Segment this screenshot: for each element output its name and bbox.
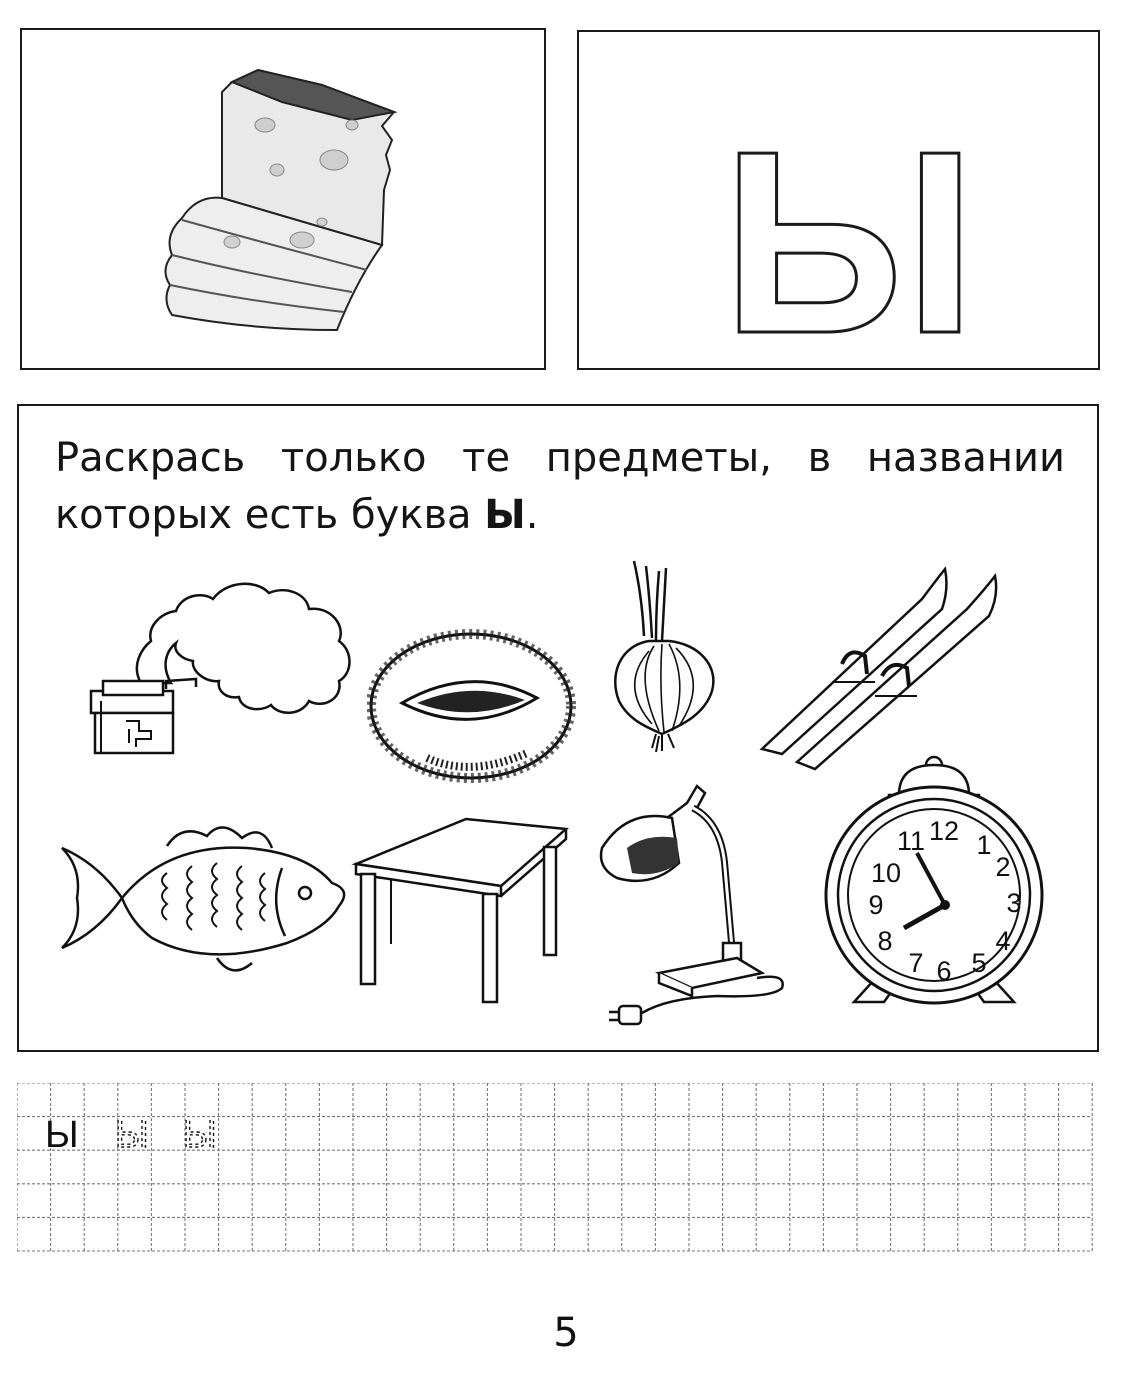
ski-right xyxy=(797,576,996,769)
clock-number-5: 5 xyxy=(971,948,987,978)
table-picture[interactable] xyxy=(351,814,571,1004)
lamp-picture[interactable] xyxy=(597,778,797,1030)
clock-number-8: 8 xyxy=(877,926,893,956)
page-number: 5 xyxy=(553,1310,579,1356)
clock-number-2: 2 xyxy=(995,852,1011,882)
skis-picture[interactable] xyxy=(757,564,1007,774)
sample-letter-dashed: Ы xyxy=(183,1114,217,1156)
table-leg xyxy=(361,874,375,984)
letter-y: Ы xyxy=(721,98,977,367)
task-highlight-letter: Ы xyxy=(484,492,526,538)
sample-letter-solid: Ы xyxy=(45,1114,79,1156)
fish-picture[interactable] xyxy=(57,818,355,983)
grid-lines xyxy=(17,1083,1092,1251)
picture-box-cheese xyxy=(20,28,546,370)
plug xyxy=(619,1006,641,1024)
clock-number-9: 9 xyxy=(868,890,884,920)
task-instruction xyxy=(55,430,1065,544)
task-line-2-text: которых есть буква xyxy=(55,492,485,538)
letter-box xyxy=(577,30,1100,370)
cheese-illustration xyxy=(22,30,543,367)
task-box xyxy=(17,404,1099,1052)
onion-bulb xyxy=(615,641,713,734)
fish-tail xyxy=(62,848,122,948)
onion-stalks xyxy=(634,561,666,641)
fish-fin xyxy=(167,827,272,848)
clock-number-11: 11 xyxy=(896,826,926,856)
clock-number-3: 3 xyxy=(1006,888,1022,918)
melon-picture[interactable] xyxy=(367,628,577,783)
writing-grid[interactable] xyxy=(17,1083,1099,1288)
alarm-clock-picture[interactable] xyxy=(819,750,1049,1010)
clock-number-12: 12 xyxy=(928,816,960,846)
chimney xyxy=(95,713,173,753)
clock-number-6: 6 xyxy=(936,956,952,986)
writing-sample xyxy=(45,1114,217,1156)
task-line-1: Раскрась только те предметы, в названии xyxy=(55,435,1065,481)
clock-number-7: 7 xyxy=(908,948,924,978)
clock-number-1: 1 xyxy=(976,830,992,860)
task-line-2-period: . xyxy=(525,492,539,538)
clock-number-4: 4 xyxy=(995,926,1011,956)
sample-letter-dashed: Ы xyxy=(115,1114,149,1156)
onion-picture[interactable] xyxy=(604,556,724,756)
chimney-smoke-picture[interactable] xyxy=(81,571,366,756)
task-line-2 xyxy=(55,487,1065,544)
fish-body xyxy=(122,848,344,955)
clock-number-10: 10 xyxy=(870,858,902,888)
outlined-letter xyxy=(579,32,1097,367)
